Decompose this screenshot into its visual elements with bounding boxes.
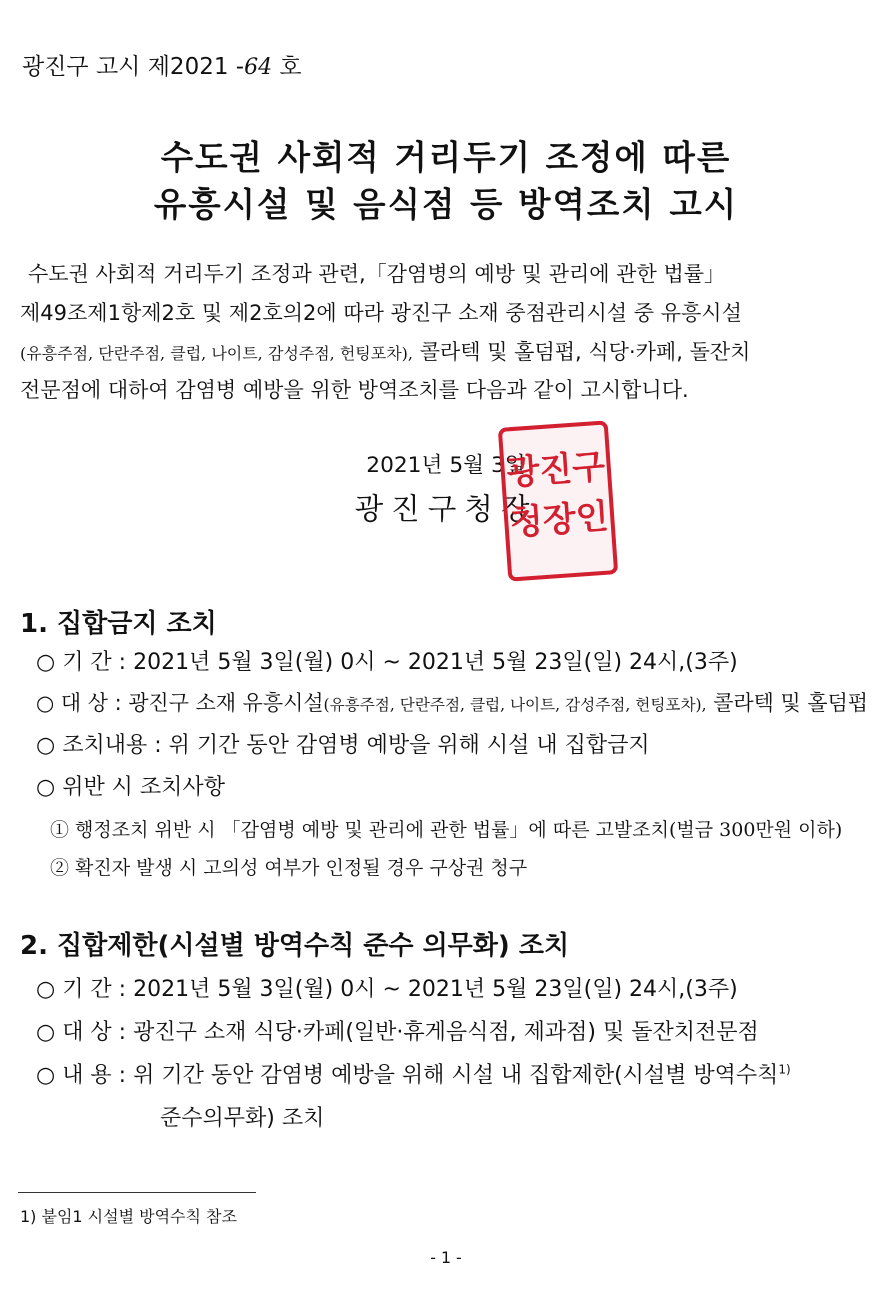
official-seal-stamp: [498, 420, 618, 581]
title-line-1: 수도권 사회적 거리두기 조정에 따른: [160, 138, 732, 177]
section-1-target-suffix: 콜라텍 및 홀덤펍: [706, 691, 868, 715]
section-1-period: ○ 기 간 : 2021년 5월 3일(월) 0시 ~ 2021년 5월 23일(일) 24시,(3주): [36, 650, 738, 675]
section-2-content-line-2: 준수의무화) 조치: [160, 1106, 325, 1131]
section-2-heading: 2. 집합제한(시설별 방역수칙 준수 의무화) 조치: [20, 931, 570, 961]
footnote-divider: [18, 1192, 256, 1193]
intro-line-2: 제49조제1항제2호 및 제2호의2에 따라 광진구 소재 중점관리시설 중 유흥시설: [20, 301, 742, 325]
footnote: 1) 붙임1 시설별 방역수칙 참조: [20, 1207, 237, 1226]
announcement-date: 2021년 5월 3일: [366, 453, 526, 478]
section-1-target-list: (유흥주점, 단란주점, 클럽, 나이트, 감성주점, 헌팅포차),: [323, 696, 707, 714]
section-1-content: ○ 조치내용 : 위 기간 동안 감염병 예방을 위해 시설 내 집합금지: [36, 733, 650, 758]
notice-suffix: 호: [272, 54, 302, 80]
notice-number: [22, 48, 302, 81]
intro-line-3: [20, 336, 750, 366]
section-1-target: [36, 686, 868, 716]
title-line-2: 유흥시설 및 음식점 등 방역조치 고시: [153, 185, 739, 224]
issuer-name: 광진구청장: [354, 492, 538, 526]
seal-text-line-2: 청장인: [508, 496, 610, 544]
intro-line-3-rest: 콜라텍 및 홀덤펍, 식당·카페, 돌잔치: [413, 340, 751, 364]
section-2-content-text: ○ 내 용 : 위 기간 동안 감염병 예방을 위해 시설 내 집합제한(시설별 방역수칙: [36, 1063, 779, 1088]
section-2-target: ○ 대 상 : 광진구 소재 식당·카페(일반·휴게음식점, 제과점) 및 돌잔치전문점: [36, 1020, 759, 1045]
intro-line-4: 전문점에 대하여 감염병 예방을 위한 방역조치를 다음과 같이 고시합니다.: [20, 378, 689, 402]
intro-facility-list: (유흥주점, 단란주점, 클럽, 나이트, 감성주점, 헌팅포차),: [20, 344, 414, 363]
section-2-period: ○ 기 간 : 2021년 5월 3일(월) 0시 ~ 2021년 5월 23일(일) 24시,(3주): [36, 977, 738, 1002]
page-number: - 1 -: [430, 1248, 462, 1267]
section-1-heading: 1. 집합금지 조치: [20, 609, 217, 639]
section-1-violation: ○ 위반 시 조치사항: [36, 775, 225, 800]
section-1-sub-item-2: ② 확진자 발생 시 고의성 여부가 인정될 경우 구상권 청구: [50, 857, 528, 879]
section-1-sub-item-1: ① 행정조치 위반 시 「감염병 예방 및 관리에 관한 법률」에 따른 고발조치(벌금 300만원 이하): [50, 819, 843, 841]
section-1-target-prefix: ○ 대 상 : 광진구 소재 유흥시설: [36, 691, 324, 715]
section-2-content-line-1: [36, 1058, 791, 1089]
notice-handwritten-number: 64: [244, 55, 273, 80]
intro-line-1: 수도권 사회적 거리두기 조정과 관련,「감염병의 예방 및 관리에 관한 법률」: [28, 262, 726, 286]
footnote-reference: 1): [778, 1062, 791, 1077]
notice-prefix: 광진구 고시 제2021 -: [22, 54, 245, 80]
seal-text-line-1: 광진구: [505, 446, 607, 494]
